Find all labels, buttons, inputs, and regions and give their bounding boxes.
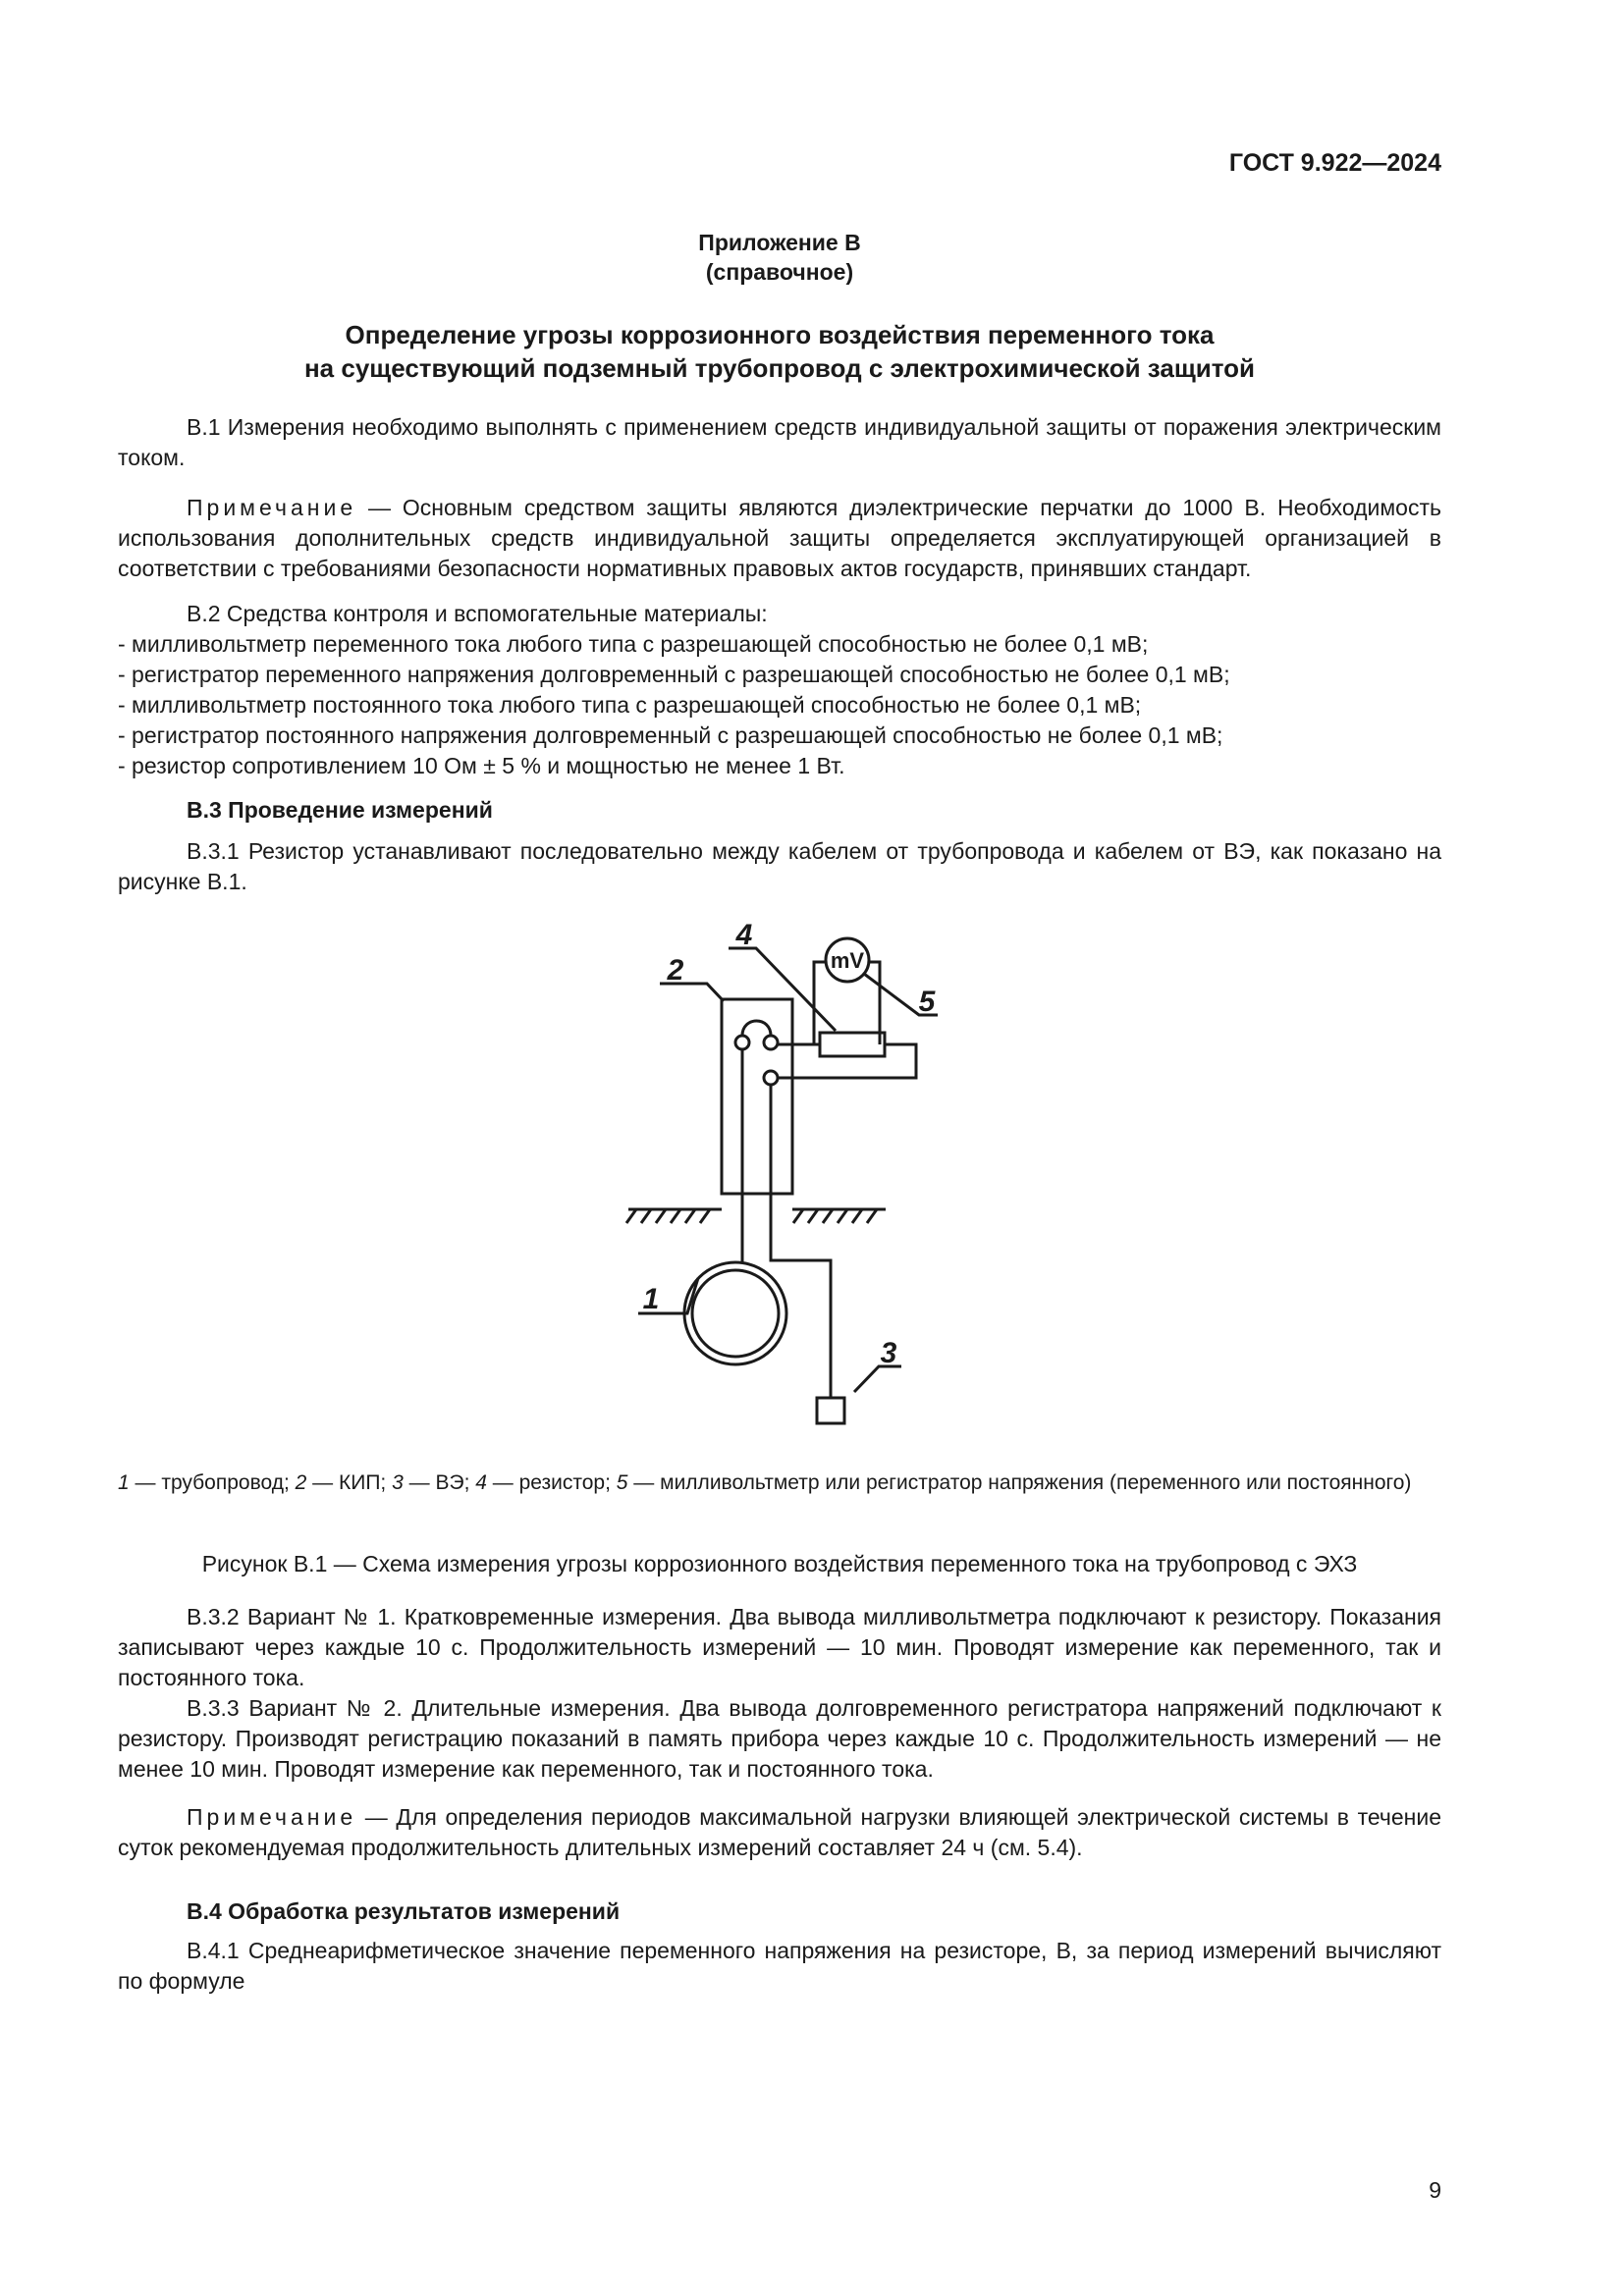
measurement-diagram [0, 913, 1624, 1463]
label-1: 1 [642, 1283, 660, 1315]
section-title-line1: Определение угрозы коррозионного воздействия переменного тока [345, 320, 1215, 349]
legend-value-4: — резистор; [486, 1471, 617, 1494]
list-item: - резистор сопротивлением 10 Ом ± 5 % и мощностью не менее 1 Вт. [118, 753, 845, 778]
legend-value-3: — ВЭ; [403, 1471, 476, 1494]
paragraph-b2-title: В.2 Средства контроля и вспомогательные материалы: [187, 601, 768, 626]
legend-key-5: 5 [616, 1471, 628, 1494]
paragraph-b1: В.1 Измерения необходимо выполнять с применением средств индивидуальной защиты от поражения электрическим током. [118, 414, 1441, 470]
terminal-right-top [764, 1036, 778, 1049]
resistor-shape [820, 1033, 885, 1056]
note-b1 [118, 493, 1441, 584]
label-5: 5 [918, 986, 936, 1018]
list-item: - регистратор постоянного напряжения долговременный с разрешающей способностью не более 0,1 мВ; [118, 722, 1223, 748]
note-text: — Для определения периодов максимальной нагрузки влияющей электрической системы в течение суток рекомендуемая продолжительность длительных измерений составляет 24 ч (см. 5.4). [118, 1804, 1441, 1860]
terminal-right-bottom [764, 1071, 778, 1085]
paragraph-b3-1: В.3.1 Резистор устанавливают последовательно между кабелем от трубопровода и кабелем от ВЭ, как показано на рисунке В.1. [118, 838, 1441, 894]
ground-hatch-right [793, 1209, 877, 1223]
list-item: - милливольтметр постоянного тока любого типа с разрешающей способностью не более 0,1 мВ; [118, 692, 1142, 718]
note-label: Примечание [187, 495, 357, 520]
legend-value-1: — трубопровод; [129, 1471, 296, 1494]
terminal-left [735, 1036, 749, 1049]
ground-hatch-left [626, 1209, 710, 1223]
meter-symbol: mV [830, 948, 865, 973]
figure-caption: Рисунок В.1 — Схема измерения угрозы коррозионного воздействия переменного тока на трубопровод с ЭХЗ [201, 1551, 1358, 1576]
annex-heading [118, 228, 1441, 287]
wire-to-electrode [771, 1085, 831, 1398]
legend-value-2: — КИП; [306, 1471, 393, 1494]
section-title-line2: на существующий подземный трубопровод с электрохимической защитой [303, 353, 1256, 383]
pipeline-outer [684, 1262, 786, 1364]
annex-type: (справочное) [705, 259, 854, 285]
legend-key-1: 1 [118, 1471, 130, 1494]
note-label: Примечание [187, 1804, 357, 1830]
list-item: - регистратор переменного напряжения долговременный с разрешающей способностью не более 0,1 мВ; [118, 662, 1230, 687]
heading-b3: В.3 Проведение измерений [187, 797, 493, 823]
annex-title: Приложение В [698, 230, 861, 255]
legend-key-2: 2 [295, 1471, 307, 1494]
document-code: ГОСТ 9.922—2024 [1228, 149, 1441, 177]
paragraph-b4-1: В.4.1 Среднеарифметическое значение переменного напряжения на резисторе, В, за период измерений вычисляют по формуле [118, 1938, 1441, 1994]
paragraph-b3-2: В.3.2 Вариант № 1. Кратковременные измерения. Два вывода милливольтметра подключают к резистору. Показания записывают через каждые 10 с. Продолжительность измерений — 10 мин. Проводят измерение как переменного, так и постоянного тока. [118, 1604, 1441, 1690]
electrode-shape [817, 1398, 844, 1423]
page-number: 9 [1429, 2177, 1441, 2203]
terminal-jumper [742, 1021, 771, 1036]
legend-key-4: 4 [475, 1471, 487, 1494]
note-b3 [118, 1802, 1441, 1863]
figure-b1 [0, 913, 1624, 1463]
list-item: - милливольтметр переменного тока любого типа с разрешающей способностью не более 0,1 мВ; [118, 631, 1149, 657]
legend-value-5: — милливольтметр или регистратор напряжения (переменного или постоянного) [627, 1471, 1412, 1494]
legend-key-3: 3 [392, 1471, 404, 1494]
label-2: 2 [667, 954, 684, 987]
pipeline-inner [692, 1270, 779, 1357]
figure-legend [118, 1468, 1441, 1497]
label-3: 3 [880, 1337, 897, 1369]
wire-resistor-return [778, 1044, 916, 1078]
leader-3 [854, 1366, 901, 1392]
heading-b4: В.4 Обработка результатов измерений [187, 1898, 621, 1924]
kip-post-shape [722, 999, 792, 1194]
label-4: 4 [735, 919, 753, 951]
note-text: — Основным средством защиты являются диэлектрические перчатки до 1000 В. Необходимость использования дополнительных средств индивидуальной защиты определяется эксплуатирующей организацией в соответствии с требованиями безопасности нормативных правовых актов государств, принявших стандарт. [118, 495, 1441, 581]
section-title [118, 318, 1441, 385]
paragraph-b3-3: В.3.3 Вариант № 2. Длительные измерения. Два вывода долговременного регистратора напряжений подключают к резистору. Производят регистрацию показаний в память прибора через каждые 10 с. Продолжительность измерений — не менее 10 мин. Проводят измерение как переменного, так и постоянного тока. [118, 1695, 1441, 1782]
